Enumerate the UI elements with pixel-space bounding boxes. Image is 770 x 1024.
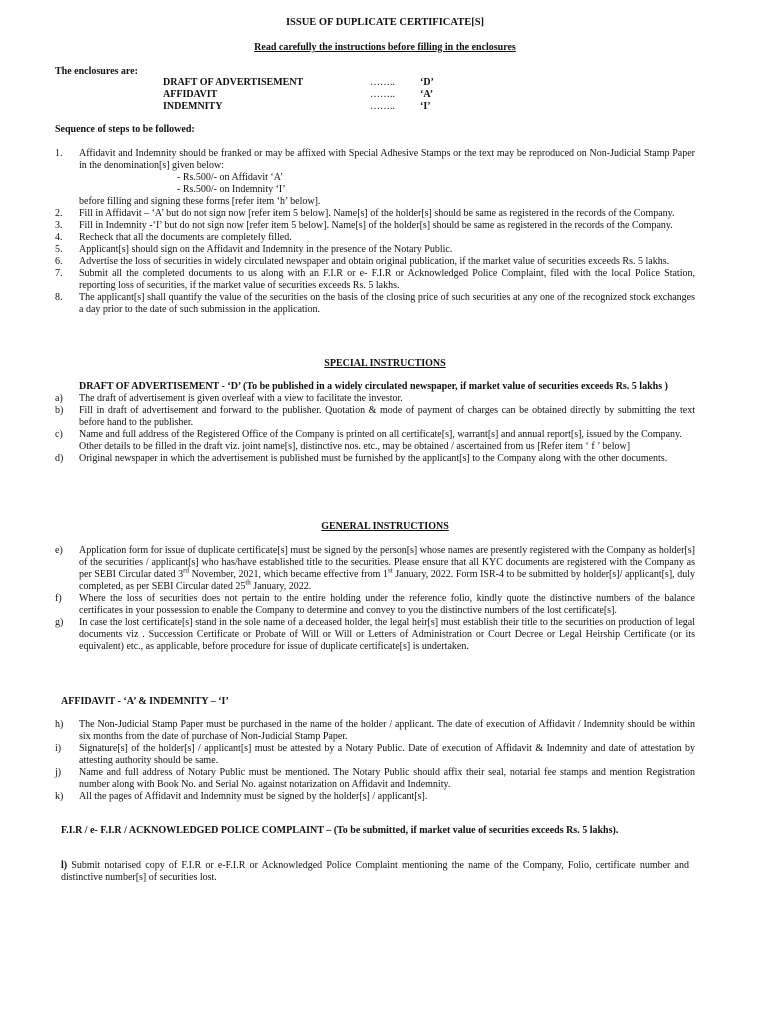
special-instructions-heading: SPECIAL INSTRUCTIONS: [324, 358, 446, 369]
text-segment: November, 2021, which became effective from 1: [189, 569, 389, 580]
item-text: Advertise the loss of securities in widely circulated newspaper and obtain original publication, if the market value of securities exceeds Rs. 5 lakhs.: [79, 256, 670, 267]
list-item: [55, 767, 695, 791]
special-instructions-list: [55, 381, 695, 465]
sequence-list: [55, 148, 695, 316]
enclosure-row: [163, 77, 434, 89]
item-marker: 8.: [55, 292, 63, 303]
item-text: All the pages of Affidavit and Indemnity must be signed by the holder[s] / applicant[s].: [79, 791, 428, 802]
item-marker: 7.: [55, 268, 63, 279]
item-marker: i): [55, 743, 62, 754]
list-item: [55, 405, 695, 429]
item-text: [79, 545, 695, 593]
fir-instruction: [61, 860, 689, 884]
item-marker: h): [55, 719, 64, 730]
list-item: [55, 220, 695, 232]
item-text: Fill in Indemnity -‘I’ but do not sign now [refer item 5 below]. Name[s] of the holder[s] should be same as registered in the records of the Company.: [79, 220, 673, 231]
list-item: [55, 268, 695, 292]
item-text: Signature[s] of the holder[s] / applicant[s] must be attested by a Notary Public. Date of execution of Affidavit & Indemnity and date of attestation by attesting authority should be same.: [79, 743, 695, 766]
affidavit-indemnity-heading: AFFIDAVIT - ‘A’ & INDEMNITY – ‘I’: [61, 696, 229, 707]
item-text: Name and full address of Notary Public must be mentioned. The Notary Public should affix their seal, notarial fee stamps and mention Registration number along with Book No. and Serial No. against notarization on Affidavit and Indemnity.: [79, 767, 695, 790]
item-text: The draft of advertisement is given overleaf with a view to facilitate the investor.: [79, 393, 403, 404]
item-text: Affidavit and Indemnity should be franked or may be affixed with Special Adhesive Stamps or the text may be reproduced on Non-Judicial Stamp Paper in the denomination[s] given below:: [79, 148, 695, 171]
item-text: The applicant[s] shall quantify the value of the securities on the basis of the closing price of such securities at any one of the recognized stock exchanges a day prior to the date of such submission in the application.: [79, 292, 695, 315]
item-text: Original newspaper in which the advertisement is published must be furnished by the applicant[s] to the Company along with the other documents.: [79, 453, 668, 464]
list-item: [55, 208, 695, 220]
item-text: Recheck that all the documents are completely filled.: [79, 232, 292, 243]
enclosures-label: The enclosures are:: [55, 66, 138, 77]
item-text: Submit all the completed documents to us along with an F.I.R or e- F.I.R or Acknowledged Police Complaint, filed with the local Police Station, reporting loss of securities, if the market value of securities exceeds Rs. 5 lakhs.: [79, 268, 695, 291]
enclosure-name: AFFIDAVIT: [163, 89, 218, 100]
item-marker: 3.: [55, 220, 63, 231]
list-item: [55, 545, 695, 593]
enclosure-name: INDEMNITY: [163, 101, 223, 112]
enclosures-list: [163, 77, 434, 113]
item-text: In case the lost certificate[s] stand in the sole name of a deceased holder, the legal heir[s] must establish their title to the securities on production of legal documents viz . Succession Certificate or Probate of Will or Will or Letters of Administration or Court Decree or Legal Heirship Certificate (or its equivalent) etc., as applicable, before procedure for issue of duplicate certificate[s] is undertaken.: [79, 617, 695, 652]
list-item: [55, 244, 695, 256]
text-segment: January, 2022.: [250, 581, 312, 592]
list-item: [55, 593, 695, 617]
enclosure-dots: ……..: [370, 101, 395, 112]
enclosure-dots: ……..: [370, 77, 395, 88]
list-item: [55, 791, 695, 803]
item-marker: g): [55, 617, 64, 628]
item-marker: 2.: [55, 208, 63, 219]
enclosure-row: [163, 89, 434, 101]
list-item: [55, 429, 695, 441]
fir-heading: F.I.R / e- F.I.R / ACKNOWLEDGED POLICE COMPLAINT – (To be submitted, if market value of securities exceeds Rs. 5 lakhs).: [61, 825, 619, 836]
item-continuation: Other details to be filled in the draft viz. joint name[s], distinctive nos. etc., may be obtained / ascertained from us [Refer item ‘ f ’ below]: [79, 441, 631, 452]
item-marker: a): [55, 393, 63, 404]
item-marker: f): [55, 593, 62, 604]
superscript: rd: [183, 566, 189, 575]
enclosure-code: ‘A’: [420, 89, 434, 100]
list-item: [55, 232, 695, 244]
list-item: [55, 719, 695, 743]
list-item: [55, 148, 695, 172]
item-text: Where the loss of securities does not pertain to the entire holding under the reference folio, kindly quote the distinctive numbers of the balance certificates in your possession to enable the Company to determine and convey to you the distinctive numbers of the lost certificate[s].: [79, 593, 695, 616]
item-text: Fill in draft of advertisement and forward to the publisher. Quotation & mode of payment of charges can be obtained directly by submitting the text before hand to the publisher.: [79, 405, 695, 428]
item-marker: 4.: [55, 232, 63, 243]
item-marker: 5.: [55, 244, 63, 255]
draft-advertisement-heading: DRAFT OF ADVERTISEMENT - ‘D’ (To be published in a widely circulated newspaper, if market value of securities exceeds Rs. 5 lakhs ): [79, 381, 668, 392]
list-item: [55, 617, 695, 653]
item-marker: e): [55, 545, 63, 556]
item-marker: b): [55, 405, 64, 416]
superscript: st: [388, 566, 393, 575]
item-text: Name and full address of the Registered Office of the Company is printed on all certificate[s], warrant[s] and annual report[s], issued by the Company.: [79, 429, 682, 440]
enclosure-row: [163, 101, 434, 113]
enclosure-code: ‘I’: [420, 101, 431, 112]
item-marker: 1.: [55, 148, 63, 159]
document-title: ISSUE OF DUPLICATE CERTIFICATE[S]: [285, 17, 485, 28]
enclosure-name: DRAFT OF ADVERTISEMENT: [163, 77, 304, 88]
item-text: Applicant[s] should sign on the Affidavit and Indemnity in the presence of the Notary Public.: [79, 244, 453, 255]
item-marker: k): [55, 791, 64, 802]
item-marker: l): [61, 860, 68, 871]
item-text: Fill in Affidavit – ‘A’ but do not sign now [refer item 5 below]. Name[s] of the holder[s] should be same as registered in the records of the Company.: [79, 208, 675, 219]
item-continuation: before filling and signing these forms [refer item ‘h’ below].: [79, 196, 321, 207]
list-item: [55, 393, 695, 405]
general-instructions-heading: GENERAL INSTRUCTIONS: [321, 521, 449, 532]
enclosure-dots: ……..: [370, 89, 395, 100]
general-instructions-list: [55, 545, 695, 653]
list-item: [55, 453, 695, 465]
item-marker: j): [55, 767, 62, 778]
list-item: [55, 256, 695, 268]
affidavit-indemnity-list: [55, 719, 695, 803]
item-marker: c): [55, 429, 63, 440]
stamp-denomination-1: - Rs.500/- on Affidavit ‘A’: [177, 172, 284, 183]
item-text: The Non-Judicial Stamp Paper must be purchased in the name of the holder / applicant. The date of execution of Affidavit / Indemnity should be within six months from the date of purchase of Non-Judicial Stamp Paper.: [79, 719, 695, 742]
document-subtitle: Read carefully the instructions before filling in the enclosures: [254, 42, 516, 53]
list-item: [55, 743, 695, 767]
enclosure-code: ‘D’: [420, 77, 434, 88]
text-segment: January, 2022. Form ISR-4 to be submitted by holder[s]/ applicant[s], duly completed, as per SEBI Circular dated 25: [79, 569, 696, 592]
superscript: th: [245, 578, 251, 587]
item-marker: d): [55, 453, 64, 464]
list-item: [55, 292, 695, 316]
sequence-heading: Sequence of steps to be followed:: [55, 124, 195, 135]
text-segment: Application form for issue of duplicate certificate[s] must be signed by the person[s] whose names are presently registered with the Company as holder[s] of the securities / applicant[s] who has/have established title to the securities. Please ensure that all KYC documents are registered with the Company as per SEBI Circular dated 3: [79, 545, 695, 580]
item-marker: 6.: [55, 256, 63, 267]
item-text: Submit notarised copy of F.I.R or e-F.I.R or Acknowledged Police Complaint mentioning the name of the Company, Folio, certificate number and distinctive number[s] of securities lost.: [61, 860, 689, 883]
stamp-denomination-2: - Rs.500/- on Indemnity ‘I’: [177, 184, 286, 195]
